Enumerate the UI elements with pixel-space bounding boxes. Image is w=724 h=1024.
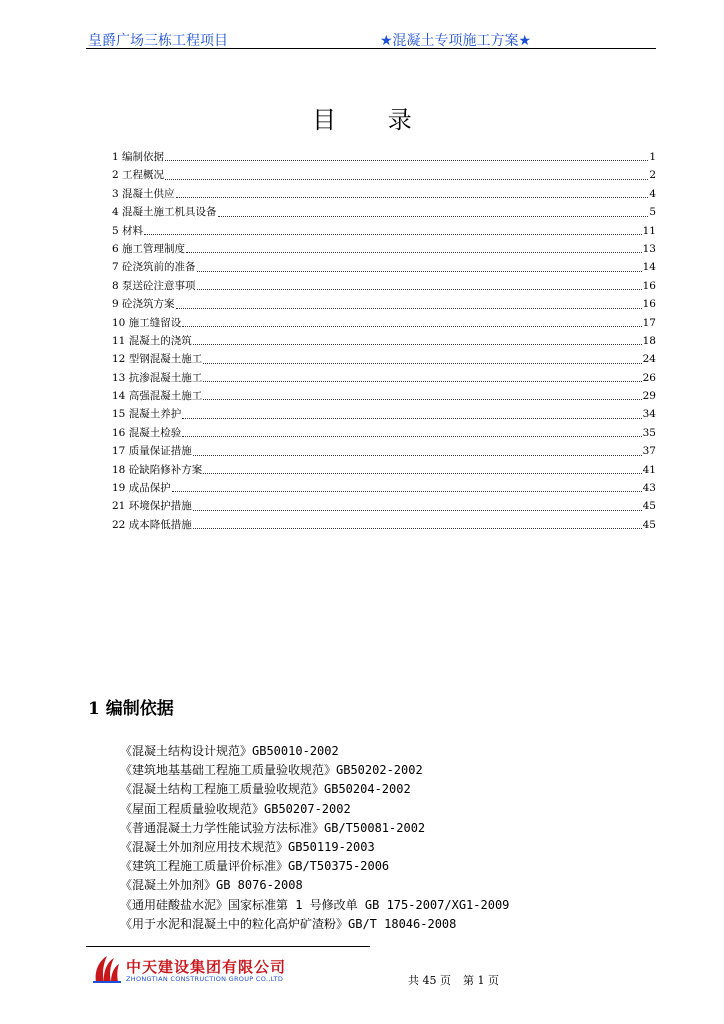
toc-entry[interactable]	[112, 369, 656, 387]
toc-entry[interactable]	[112, 185, 656, 203]
toc-leader-dots	[193, 343, 642, 345]
toc-entry-page: 18	[642, 334, 656, 347]
toc-leader-dots	[144, 233, 642, 235]
toc-entry-page: 5	[649, 206, 656, 219]
header-project-name: 皇爵广场三栋工程项目	[88, 33, 228, 49]
toc-entry-page: 4	[649, 187, 656, 200]
toc-entry-page: 11	[642, 224, 656, 237]
toc-entry-page: 26	[642, 371, 656, 384]
table-of-contents	[112, 148, 656, 534]
toc-entry[interactable]	[112, 314, 656, 332]
toc-entry[interactable]	[112, 350, 656, 368]
toc-entry[interactable]	[112, 203, 656, 221]
toc-entry-label: 18 砼缺陷修补方案	[112, 463, 203, 476]
reference-item: 《通用硅酸盐水泥》国家标准第 1 号修改单 GB 175-2007/XG1-2009	[120, 897, 510, 912]
toc-entry-label: 19 成品保护	[112, 482, 171, 495]
toc-entry-page: 37	[642, 445, 656, 458]
total-pages: 共 45 页	[408, 974, 451, 987]
toc-leader-dots	[176, 307, 642, 309]
toc-entry-label: 9 砼浇筑方案	[112, 298, 175, 311]
reference-item: 《屋面工程质量验收规范》GB50207-2002	[120, 801, 351, 816]
toc-entry-label: 7 砼浇筑前的准备	[112, 261, 196, 274]
reference-item: 《混凝土结构工程施工质量验收规范》GB50204-2002	[120, 782, 411, 797]
toc-entry[interactable]	[112, 332, 656, 350]
toc-leader-dots	[193, 527, 642, 529]
reference-list	[120, 742, 509, 934]
toc-leader-dots	[193, 454, 642, 456]
toc-entry-page: 45	[642, 518, 656, 531]
toc-title: 目 录	[312, 106, 434, 134]
toc-entry-page: 34	[642, 408, 656, 421]
reference-item: 《建筑地基基础工程施工质量验收规范》GB50202-2002	[120, 763, 423, 778]
toc-leader-dots	[203, 380, 641, 382]
toc-entry-label: 6 施工管理制度	[112, 242, 186, 255]
toc-entry-page: 17	[642, 316, 656, 329]
toc-entry-page: 2	[649, 169, 656, 182]
toc-entry-page: 1	[649, 151, 656, 163]
toc-entry-page: 35	[642, 426, 656, 439]
reference-item: 《建筑工程施工质量评价标准》GB/T50375-2006	[120, 859, 390, 874]
toc-entry[interactable]	[112, 166, 656, 184]
toc-leader-dots	[165, 159, 648, 161]
toc-entry-label: 11 混凝土的浇筑	[112, 334, 192, 347]
toc-leader-dots	[165, 178, 648, 180]
toc-leader-dots	[197, 288, 642, 290]
toc-entry-label: 21 环境保护措施	[112, 500, 192, 513]
toc-entry-page: 24	[642, 353, 656, 366]
toc-entry-label: 15 混凝土养护	[112, 408, 182, 421]
toc-entry-label: 8 泵送砼注意事项	[112, 279, 196, 292]
logo-emblem-icon	[90, 952, 124, 986]
toc-entry[interactable]	[112, 148, 656, 166]
toc-leader-dots	[203, 472, 641, 474]
toc-entry-page: 29	[642, 390, 656, 403]
toc-entry-page: 16	[642, 298, 656, 311]
reference-item: 《普通混凝土力学性能试验方法标准》GB/T50081-2002	[120, 820, 426, 835]
reference-item: 《混凝土结构设计规范》GB50010-2002	[120, 744, 339, 758]
toc-entry-label: 3 混凝土供应	[112, 187, 175, 200]
toc-entry-page: 43	[642, 482, 656, 495]
toc-leader-dots	[186, 251, 642, 253]
toc-leader-dots	[182, 435, 641, 437]
toc-entry-label: 2 工程概况	[112, 169, 165, 182]
toc-entry[interactable]	[112, 516, 656, 534]
reference-item: 《混凝土外加剂应用技术规范》GB50119-2003	[120, 840, 375, 855]
page-number-info	[408, 972, 499, 988]
toc-entry-label: 4 混凝土施工机具设备	[112, 206, 217, 219]
toc-leader-dots	[193, 509, 642, 511]
toc-entry[interactable]	[112, 295, 656, 313]
toc-entry-page: 16	[642, 279, 656, 292]
toc-entry[interactable]	[112, 222, 656, 240]
logo-company-name-cn: 中天建设集团有限公司	[126, 958, 287, 976]
toc-entry[interactable]	[112, 442, 656, 460]
toc-leader-dots	[172, 490, 642, 492]
toc-entry[interactable]	[112, 240, 656, 258]
toc-entry-label: 5 材料	[112, 224, 144, 237]
toc-leader-dots	[203, 362, 641, 364]
toc-entry[interactable]	[112, 405, 656, 423]
toc-entry-label: 12 型钢混凝土施工	[112, 353, 203, 366]
toc-entry-label: 10 施工缝留设	[112, 316, 182, 329]
toc-entry-page: 45	[642, 500, 656, 513]
toc-leader-dots	[197, 270, 642, 272]
toc-entry[interactable]	[112, 461, 656, 479]
section-heading: 1 编制依据	[88, 699, 174, 719]
header-plan-title: ★混凝土专项施工方案★	[380, 33, 532, 49]
reference-item: 《混凝土外加剂》GB 8076-2008	[120, 878, 303, 893]
toc-entry-page: 41	[642, 463, 656, 476]
toc-entry[interactable]	[112, 497, 656, 515]
toc-leader-dots	[182, 325, 641, 327]
logo-company-name-en: ZHONGTIAN CONSTRUCTION GROUP CO.,LTD	[126, 975, 284, 983]
company-logo	[90, 952, 287, 986]
toc-entry[interactable]	[112, 479, 656, 497]
toc-leader-dots	[218, 215, 649, 217]
toc-leader-dots	[203, 398, 641, 400]
toc-entry[interactable]	[112, 277, 656, 295]
toc-entry-label: 16 混凝土检验	[112, 426, 182, 439]
header-divider	[86, 48, 656, 49]
toc-entry-label: 13 抗渗混凝土施工	[112, 371, 203, 384]
toc-entry-label: 1 编制依据	[112, 151, 165, 163]
current-page: 第 1 页	[463, 974, 499, 987]
toc-entry[interactable]	[112, 387, 656, 405]
toc-leader-dots	[182, 417, 641, 419]
toc-entry-page: 13	[642, 242, 656, 255]
reference-item: 《用于水泥和混凝土中的粒化高炉矿渣粉》GB/T 18046-2008	[120, 916, 457, 931]
toc-entry-label: 17 质量保证措施	[112, 445, 192, 458]
toc-entry-page: 14	[642, 261, 656, 274]
toc-entry[interactable]	[112, 424, 656, 442]
footer-divider	[86, 946, 370, 947]
toc-entry-label: 22 成本降低措施	[112, 518, 192, 531]
toc-entry-label: 14 高强混凝土施工	[112, 390, 203, 403]
toc-leader-dots	[176, 196, 649, 198]
toc-entry[interactable]	[112, 258, 656, 276]
